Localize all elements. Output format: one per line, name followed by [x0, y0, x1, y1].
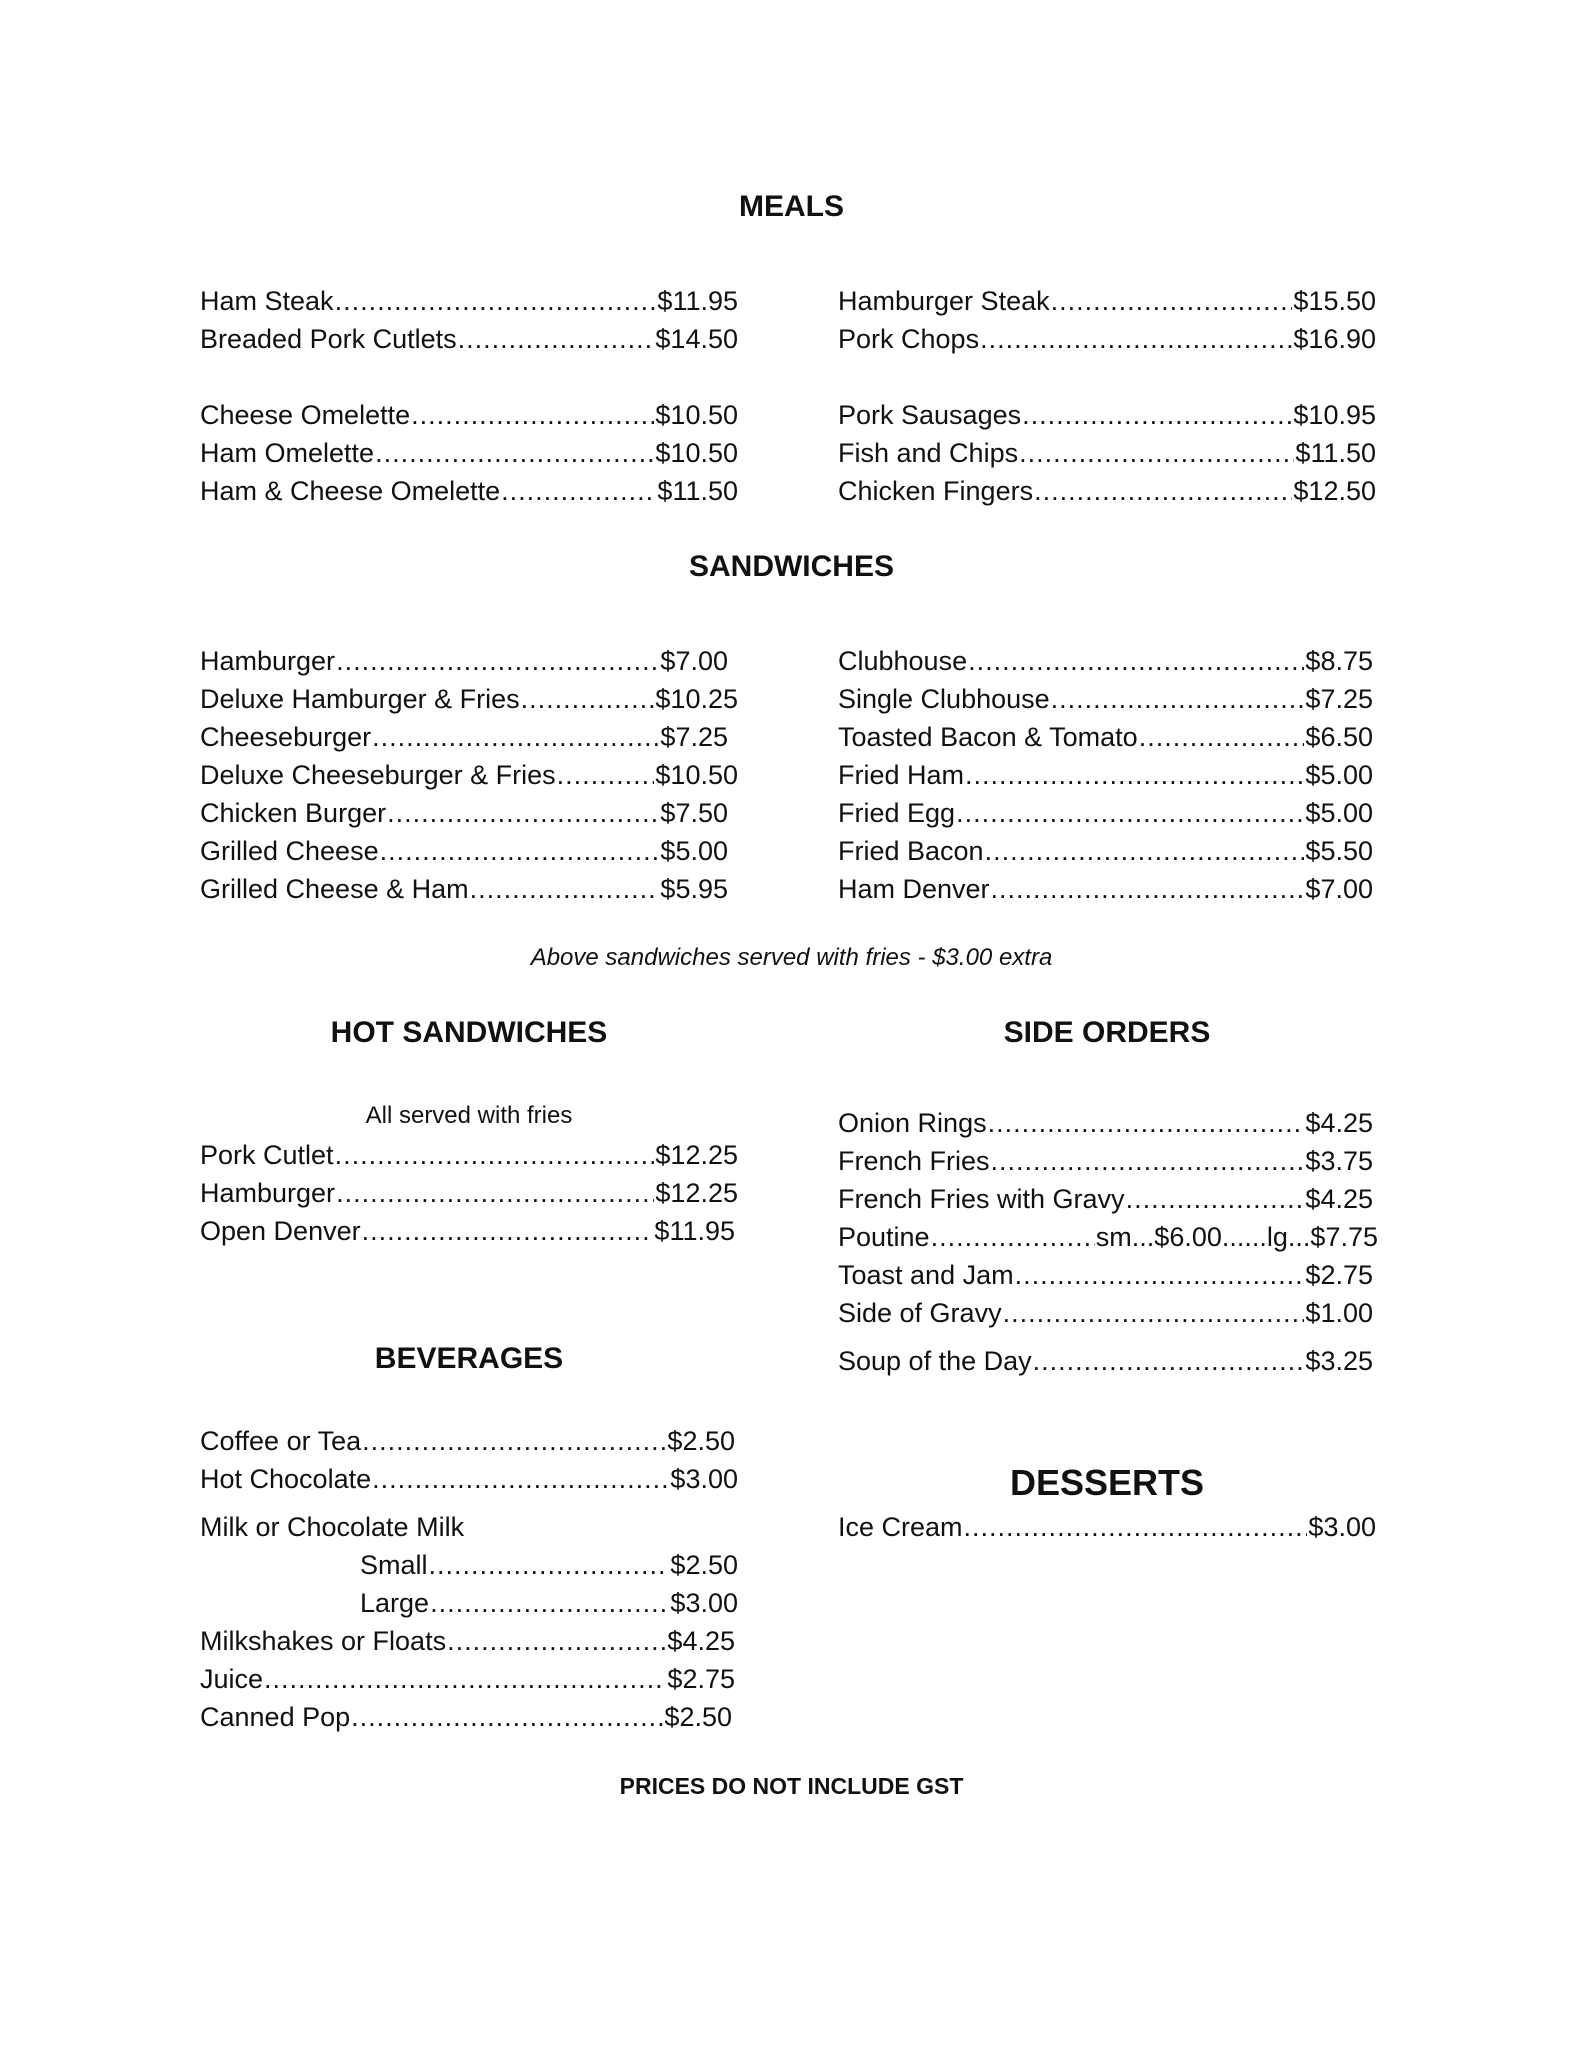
gst-notice: PRICES DO NOT INCLUDE GST	[619, 1773, 964, 1799]
beverages-heading: BEVERAGES	[374, 1342, 564, 1375]
menu-item: Small ..... $2.50	[360, 1547, 738, 1583]
menu-item: Fish and Chips ..... $11.50	[838, 435, 1376, 471]
menu-item: Grilled Cheese ..... $5.00	[200, 833, 728, 869]
menu-item: Chicken Burger ..... $7.50	[200, 795, 728, 831]
menu-item: Ham Denver ..... $7.00	[838, 871, 1373, 907]
menu-item: Toasted Bacon & Tomato ..... $6.50	[838, 719, 1373, 755]
menu-item: Fried Egg ..... $5.00	[838, 795, 1373, 831]
menu-item: Deluxe Cheeseburger & Fries ..... $10.50	[200, 757, 738, 793]
menu-item: Onion Rings ..... $4.25	[838, 1105, 1373, 1141]
menu-item: Open Denver ..... $11.95	[200, 1213, 735, 1249]
menu-item: Hamburger ..... $7.00	[200, 643, 728, 679]
menu-item: Cheeseburger ..... $7.25	[200, 719, 728, 755]
menu-item-poutine: Poutine ..... sm ... $6.00 ...... lg ... $7.75	[838, 1219, 1378, 1255]
meals-heading: MEALS	[739, 190, 844, 223]
menu-item: French Fries with Gravy ..... $4.25	[838, 1181, 1373, 1217]
menu-item: Side of Gravy ..... $1.00	[838, 1295, 1373, 1331]
desserts-heading: DESSERTS	[1009, 1462, 1205, 1503]
menu-item: Coffee or Tea ..... $2.50	[200, 1423, 735, 1459]
menu-item: Cheese Omelette ..... $10.50	[200, 397, 738, 433]
menu-item: Grilled Cheese & Ham ..... $5.95	[200, 871, 728, 907]
menu-item: Soup of the Day ..... $3.25	[838, 1343, 1373, 1379]
menu-item: Breaded Pork Cutlets ..... $14.50	[200, 321, 738, 357]
menu-item: Milkshakes or Floats ..... $4.25	[200, 1623, 735, 1659]
milk-label: Milk or Chocolate Milk	[200, 1512, 465, 1542]
sandwiches-heading: SANDWICHES	[688, 550, 894, 583]
menu-item: Pork Cutlet ..... $12.25	[200, 1137, 738, 1173]
menu-item: Hamburger ..... $12.25	[200, 1175, 738, 1211]
menu-item: Single Clubhouse ..... $7.25	[838, 681, 1373, 717]
menu-item: Chicken Fingers ..... $12.50	[838, 473, 1376, 509]
side-orders-heading: SIDE ORDERS	[1003, 1016, 1211, 1049]
menu-item: Ice Cream ..... $3.00	[838, 1509, 1376, 1545]
menu-item: Ham Steak ..... $11.95	[200, 283, 738, 319]
menu-item: Large ..... $3.00	[360, 1585, 738, 1621]
menu-item: Canned Pop ..... $2.50	[200, 1699, 732, 1735]
menu-item: Hamburger Steak ..... $15.50	[838, 283, 1376, 319]
menu-item: Pork Chops ..... $16.90	[838, 321, 1376, 357]
menu-item: Juice ..... $2.75	[200, 1661, 735, 1697]
menu-item: Deluxe Hamburger & Fries ..... $10.25	[200, 681, 738, 717]
menu-item: Pork Sausages ..... $10.95	[838, 397, 1376, 433]
menu-item: Ham Omelette ..... $10.50	[200, 435, 738, 471]
menu-item: Ham & Cheese Omelette ..... $11.50	[200, 473, 738, 509]
hot-sandwiches-note: All served with fries	[365, 1102, 573, 1129]
menu-item: Fried Ham ..... $5.00	[838, 757, 1373, 793]
menu-item: Clubhouse ..... $8.75	[838, 643, 1373, 679]
menu-item: Fried Bacon ..... $5.50	[838, 833, 1373, 869]
sandwiches-note: Above sandwiches served with fries - $3.00 extra	[530, 944, 1053, 971]
menu-item: French Fries ..... $3.75	[838, 1143, 1373, 1179]
hot-sandwiches-heading: HOT SANDWICHES	[330, 1016, 608, 1049]
menu-item: Hot Chocolate ..... $3.00	[200, 1461, 738, 1497]
menu-item: Toast and Jam ..... $2.75	[838, 1257, 1373, 1293]
